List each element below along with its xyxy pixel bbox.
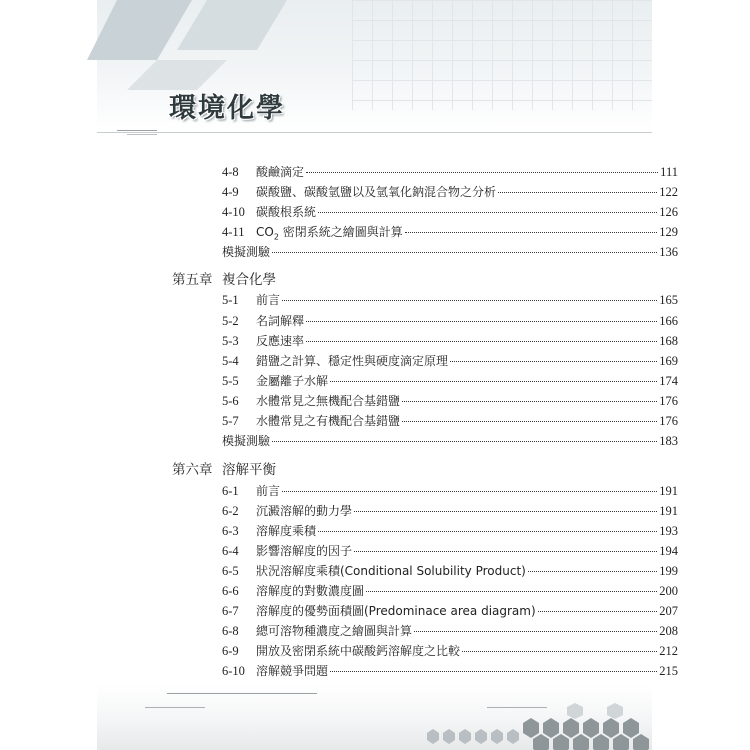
page-number: 136	[659, 245, 678, 259]
section-code: 5-7	[222, 414, 239, 428]
leader-dots	[538, 611, 658, 612]
section-title: 碳酸根系統	[256, 205, 317, 219]
leader-dots	[330, 671, 657, 672]
leader-dots	[450, 361, 657, 362]
toc-entry-quiz[interactable]	[222, 242, 678, 262]
section-code: 5-4	[222, 354, 239, 368]
section-code: 5-2	[222, 314, 239, 328]
page-number: 183	[659, 434, 678, 448]
section-code: 5-1	[222, 293, 239, 307]
section-title: 水體常見之無機配合基錯鹽	[256, 394, 401, 408]
chapter-number: 第五章	[172, 272, 213, 288]
leader-dots	[318, 212, 657, 213]
page-number: 176	[659, 394, 678, 408]
page-number: 129	[659, 225, 678, 239]
page-number: 200	[659, 584, 678, 598]
section-code: 4-8	[222, 165, 239, 179]
section-title: 前言	[256, 484, 281, 498]
section-title: 碳酸鹽、碳酸氫鹽以及氫氧化鈉混合物之分析	[256, 185, 497, 199]
section-title: 模擬測驗	[222, 245, 271, 259]
section-code: 6-2	[222, 504, 239, 518]
section-title: 影響溶解度的因子	[256, 544, 353, 558]
section-code: 5-3	[222, 334, 239, 348]
section-title: 溶解度的優勢面積圖(Predominace area diagram)	[256, 604, 536, 618]
page-number: 122	[659, 185, 678, 199]
section-code: 4-11	[222, 225, 245, 239]
page-number: 199	[659, 564, 678, 578]
toc-entry[interactable]	[222, 290, 678, 310]
section-code: 6-3	[222, 524, 239, 538]
toc-entry[interactable]	[222, 621, 678, 641]
page-number: 111	[660, 165, 678, 179]
section-title: 溶解度乘積	[256, 524, 317, 538]
leader-dots	[462, 651, 657, 652]
section-code: 6-7	[222, 604, 239, 618]
section-title: 酸鹼滴定	[256, 165, 305, 179]
section-title: 反應速率	[256, 334, 305, 348]
leader-dots	[306, 321, 657, 322]
page-number: 165	[659, 293, 678, 307]
page-number: 207	[659, 604, 678, 618]
leader-dots	[282, 300, 657, 301]
toc-entry[interactable]	[222, 411, 678, 431]
section-title: 沉澱溶解的動力學	[256, 504, 353, 518]
page-number: 169	[659, 354, 678, 368]
section-title: 開放及密閉系統中碳酸鈣溶解度之比較	[256, 644, 461, 658]
leader-dots	[366, 591, 657, 592]
toc-entry[interactable]	[222, 351, 678, 371]
section-title: 狀況溶解度乘積(Conditional Solubility Product)	[256, 564, 526, 578]
toc-entry[interactable]	[222, 331, 678, 351]
chapter-heading-5[interactable]	[172, 268, 276, 288]
header-rule	[117, 130, 157, 131]
leader-dots	[354, 551, 657, 552]
book-page	[97, 0, 678, 750]
chapter-number: 第六章	[172, 462, 213, 478]
section-title: 前言	[256, 293, 281, 307]
toc-entry-quiz[interactable]	[222, 431, 678, 451]
section-code: 6-6	[222, 584, 239, 598]
section-title-rest: 密閉系統之繪圖與計算	[278, 225, 403, 239]
page-number: 176	[659, 414, 678, 428]
section-code: 4-10	[222, 205, 245, 219]
page-number: 166	[659, 314, 678, 328]
toc-entry[interactable]	[222, 371, 678, 391]
toc-entry[interactable]	[222, 641, 678, 661]
section-code: 6-5	[222, 564, 239, 578]
section-code: 6-10	[222, 664, 245, 678]
page-number: 215	[659, 664, 678, 678]
toc-entry[interactable]	[222, 561, 678, 581]
page-number: 193	[659, 524, 678, 538]
section-code: 6-1	[222, 484, 239, 498]
section-title: 錯鹽之計算、穩定性與硬度滴定原理	[256, 354, 449, 368]
section-code: 4-9	[222, 185, 239, 199]
leader-dots	[306, 341, 657, 342]
co2-formula: CO	[256, 225, 274, 239]
book-title: 環境化學	[169, 93, 285, 124]
page-number: 208	[659, 624, 678, 638]
toc-entry[interactable]	[222, 311, 678, 331]
toc-entry[interactable]	[222, 391, 678, 411]
toc-entry[interactable]	[222, 601, 678, 621]
co2-subscript: 2	[273, 232, 279, 242]
chapter-heading-6[interactable]	[172, 458, 276, 478]
toc-entry[interactable]	[222, 182, 678, 202]
toc-entry[interactable]	[222, 501, 678, 521]
page-footer	[97, 685, 652, 750]
page-number: 191	[659, 484, 678, 498]
leader-dots	[402, 421, 657, 422]
chapter-title: 溶解平衡	[222, 462, 276, 478]
leader-dots	[402, 401, 657, 402]
header-rule	[127, 134, 157, 135]
leader-dots	[272, 441, 657, 442]
section-title: 模擬測驗	[222, 434, 271, 448]
toc-entry[interactable]	[222, 521, 678, 541]
page-number: 168	[659, 334, 678, 348]
section-title: 總可溶物種濃度之繪圖與計算	[256, 624, 413, 638]
section-title: 金屬離子水解	[256, 374, 329, 388]
leader-dots	[318, 531, 657, 532]
footer-rule	[167, 693, 317, 694]
toc-entry[interactable]	[222, 202, 678, 222]
footer-rule	[145, 707, 205, 708]
leader-dots	[528, 571, 657, 572]
page-number: 194	[659, 544, 678, 558]
leader-dots	[498, 192, 657, 193]
leader-dots	[282, 491, 657, 492]
page-number: 212	[659, 644, 678, 658]
chapter-title: 複合化學	[222, 272, 276, 288]
header-divider	[97, 132, 652, 133]
header-hexagon-decoration	[97, 0, 297, 90]
section-title: 名詞解釋	[256, 314, 305, 328]
page-header-banner	[97, 0, 652, 132]
leader-dots	[414, 631, 657, 632]
section-code: 6-4	[222, 544, 239, 558]
section-code: 5-6	[222, 394, 239, 408]
toc-entry[interactable]	[222, 222, 678, 242]
leader-dots	[354, 511, 657, 512]
toc-entry[interactable]	[222, 162, 678, 182]
page-number: 126	[659, 205, 678, 219]
section-title: 水體常見之有機配合基錯鹽	[256, 414, 401, 428]
section-code: 6-8	[222, 624, 239, 638]
leader-dots	[306, 172, 658, 173]
leader-dots	[405, 232, 658, 233]
toc-entry[interactable]	[222, 661, 678, 681]
footer-hexagon-decoration	[417, 703, 652, 750]
section-code: 6-9	[222, 644, 239, 658]
leader-dots	[330, 381, 657, 382]
toc-entry[interactable]	[222, 541, 678, 561]
header-grid-pattern	[352, 0, 652, 110]
page-number: 174	[659, 374, 678, 388]
toc-entry[interactable]	[222, 581, 678, 601]
leader-dots	[272, 252, 657, 253]
section-title: 溶解競爭問題	[256, 664, 329, 678]
page-number: 191	[659, 504, 678, 518]
section-title: 溶解度的對數濃度圖	[256, 584, 365, 598]
section-code: 5-5	[222, 374, 239, 388]
toc-entry[interactable]	[222, 481, 678, 501]
